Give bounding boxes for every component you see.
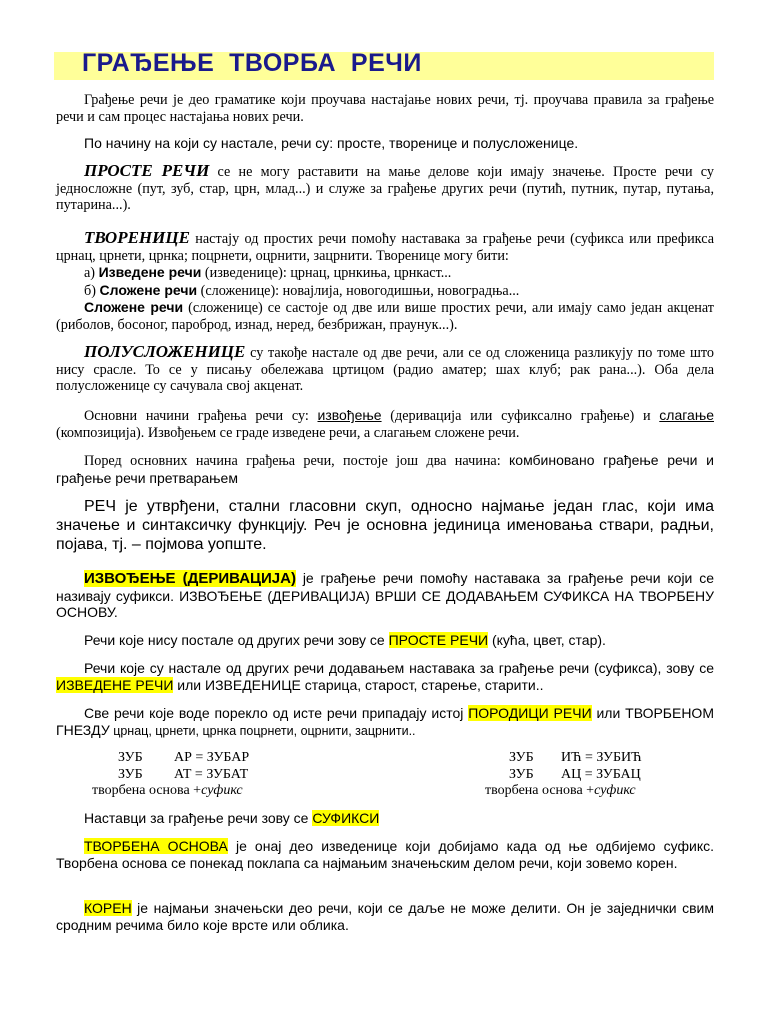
term-proste-reci: ПРОСТЕ РЕЧИ bbox=[84, 161, 210, 180]
paragraph-text: (деривација или суфиксално грађење) и bbox=[381, 408, 660, 424]
paragraph-text: Све речи које воде порекло од исте речи припадају истој bbox=[84, 705, 469, 721]
paragraph-text: Речи које нису постале од других речи зову се bbox=[84, 632, 389, 648]
paragraph-izvodjenje bbox=[56, 570, 714, 621]
example-form: АЦ = ЗУБАЦ bbox=[561, 767, 641, 782]
list-item-text: (сложенице): новајлија, новогодишњи, новоградња... bbox=[197, 282, 520, 299]
section-tvorenice bbox=[56, 230, 714, 334]
example-base: ЗУБ bbox=[118, 750, 143, 765]
paragraph-text: Поред основних начина грађења речи, постоје још два начина: bbox=[84, 453, 509, 469]
example-row bbox=[509, 766, 641, 783]
example-form: АР = ЗУБАР bbox=[174, 750, 250, 765]
paragraph-text: (сложенице) се састоје од две или више простих речи, али имају само један акценат (риболов, босоног, пароброд, изнад, неред, безбрижан, праунук...). bbox=[56, 300, 715, 333]
term-slozene-reci: Сложене речи bbox=[84, 299, 184, 316]
example-base: ЗУБ bbox=[118, 767, 143, 782]
formula-text: творбена основа + bbox=[485, 783, 595, 798]
formula-suffix: суфикс bbox=[594, 783, 636, 798]
formula-text: творбена основа + bbox=[92, 783, 202, 798]
paragraph-text: (композиција). Извођењем се граде изведене речи, а слагањем сложене речи. bbox=[56, 424, 520, 441]
term-kombinovano: комбиновано грађење речи и грађење речи претварањем bbox=[56, 452, 714, 486]
list-item-text: (изведенице): црнац, црнкиња, црнкаст... bbox=[201, 265, 452, 282]
example-formula bbox=[485, 782, 636, 799]
paragraph-proste bbox=[56, 632, 714, 649]
paragraph-tvorenice bbox=[56, 230, 714, 264]
paragraph-porodica bbox=[56, 705, 714, 739]
paragraph-intro: Грађење речи је део граматике који проучава настајање нових речи, тј. проучава правила за грађење речи и сам процес настајања нових речи. bbox=[56, 92, 714, 125]
example-form: АТ = ЗУБАТ bbox=[174, 767, 249, 782]
highlight-tvorbena-osnova: ТВОРБЕНА ОСНОВА bbox=[84, 838, 228, 854]
paragraph-text: црнац, црнети, црнка поцрнети, оцрнити, зацрнити.. bbox=[109, 723, 416, 738]
term-izvodjenje: извођење bbox=[317, 407, 382, 423]
paragraph-sufiksi bbox=[56, 810, 714, 827]
term-poluslozenice: ПОЛУСЛОЖЕНИЦЕ bbox=[84, 342, 246, 361]
paragraph-text: је грађење речи помоћу наставака за грађење речи који се називају суфикси. ИЗВОЂЕЊЕ (ДЕРИВАЦИЈА) ВРШИ СЕ ДОДАВАЊЕМ СУФИКСА НА ТВОРБЕНУ ОСНОВУ. bbox=[56, 570, 715, 621]
example-row bbox=[118, 749, 249, 766]
list-marker: б) bbox=[84, 282, 100, 299]
list-item bbox=[56, 282, 714, 300]
example-formula bbox=[92, 782, 243, 799]
formula-suffix: суфикс bbox=[201, 783, 243, 798]
example-form: ИЋ = ЗУБИЋ bbox=[561, 750, 642, 765]
paragraph-rec-definicija: РЕЧ је утврђени, стални гласовни скуп, односно најмање један глас, који има значење и синтаксичку функцију. Реч је основна јединица именовања ствари, радњи, појава, тј. – појмова уопште. bbox=[56, 498, 714, 553]
highlight-izvedene-reci: ИЗВЕДЕНЕ РЕЧИ bbox=[56, 676, 174, 693]
highlight-izvodjenje: ИЗВОЂЕЊЕ (ДЕРИВАЦИЈА) bbox=[84, 570, 296, 587]
term-tvorenice: ТВОРЕНИЦЕ bbox=[84, 228, 190, 247]
paragraph-text: настају од простих речи помоћу наставака за грађење речи (суфикса или префикса црнац, црнети, црнка; поцрнети, оцрнити, зацрнити. Творенице могу бити: bbox=[56, 231, 714, 264]
paragraph-slozene-reci bbox=[56, 299, 714, 333]
paragraph-text: или ТВОРБЕНОМ ГНЕЗДУ bbox=[56, 705, 714, 738]
term-slaganje: слагање bbox=[659, 407, 714, 423]
highlight-sufiksi: СУФИКСИ bbox=[312, 810, 380, 826]
example-base: ЗУБ bbox=[509, 767, 534, 782]
highlight-proste-reci: ПРОСТЕ РЕЧИ bbox=[388, 632, 489, 648]
paragraph-poluslozenice bbox=[56, 344, 714, 395]
paragraph-text: Основни начини грађења речи су: bbox=[84, 408, 318, 424]
list-item bbox=[56, 264, 714, 282]
term-slozene-reci: Сложене речи bbox=[99, 281, 198, 298]
paragraph-types: По начину на који су настале, речи су: просте, творенице и полусложенице. bbox=[84, 135, 579, 151]
highlight-koren: КОРЕН bbox=[84, 900, 132, 916]
paragraph-koren bbox=[56, 900, 714, 933]
term-izvedene-reci: Изведене речи bbox=[98, 264, 202, 281]
paragraph-text: се не могу раставити на мање делове који имају значење. Просте речи су једносложне (пут, зуб, стар, црн, млад...) и служе за грађење других речи (путић, путник, путар, путања, путарина...). bbox=[56, 164, 714, 214]
paragraph-text: су такође настале од две речи, али се од сложеница разликују по томе што нису срасле. То се у писању обележава цртицом (радио аматер; шах клуб; рак рана...). Оба дела полусложенице су сачувала свој акценат. bbox=[56, 345, 714, 395]
paragraph-izvedene bbox=[56, 660, 714, 693]
example-row bbox=[118, 766, 248, 783]
example-base: ЗУБ bbox=[509, 750, 534, 765]
page-title: ГРАЂЕЊЕ ТВОРБА РЕЧИ bbox=[82, 49, 422, 77]
paragraph-text: или ИЗВЕДЕНИЦЕ старица, старост, старење, старити.. bbox=[173, 676, 544, 693]
paragraph-text: (кућа, цвет, стар). bbox=[488, 632, 606, 648]
list-marker: а) bbox=[84, 265, 99, 282]
paragraph-text: је онај део изведенице који добијамо када од ње одбијемо суфикс. Творбена основа се понекад поклапа са најмањим значењским делом речи, који зовемо корен. bbox=[56, 838, 714, 871]
paragraph-proste-reci bbox=[56, 163, 714, 214]
example-row bbox=[509, 749, 642, 766]
paragraph-text: је најмањи значењски део речи, који се даље не може делити. Он је заједнички свим сродним речима било које врсте или облика. bbox=[56, 900, 714, 933]
paragraph-tvorbena-osnova bbox=[56, 838, 714, 871]
highlight-porodici-reci: ПОРОДИЦИ РЕЧИ bbox=[468, 705, 592, 721]
paragraph-dodatni-nacini bbox=[56, 452, 714, 487]
paragraph-nacini bbox=[56, 407, 714, 441]
paragraph-text: Наставци за грађење речи зову се bbox=[84, 810, 313, 826]
paragraph-text: Речи које су настале од других речи додавањем наставака за грађење речи (суфикса), зову се bbox=[84, 660, 714, 676]
